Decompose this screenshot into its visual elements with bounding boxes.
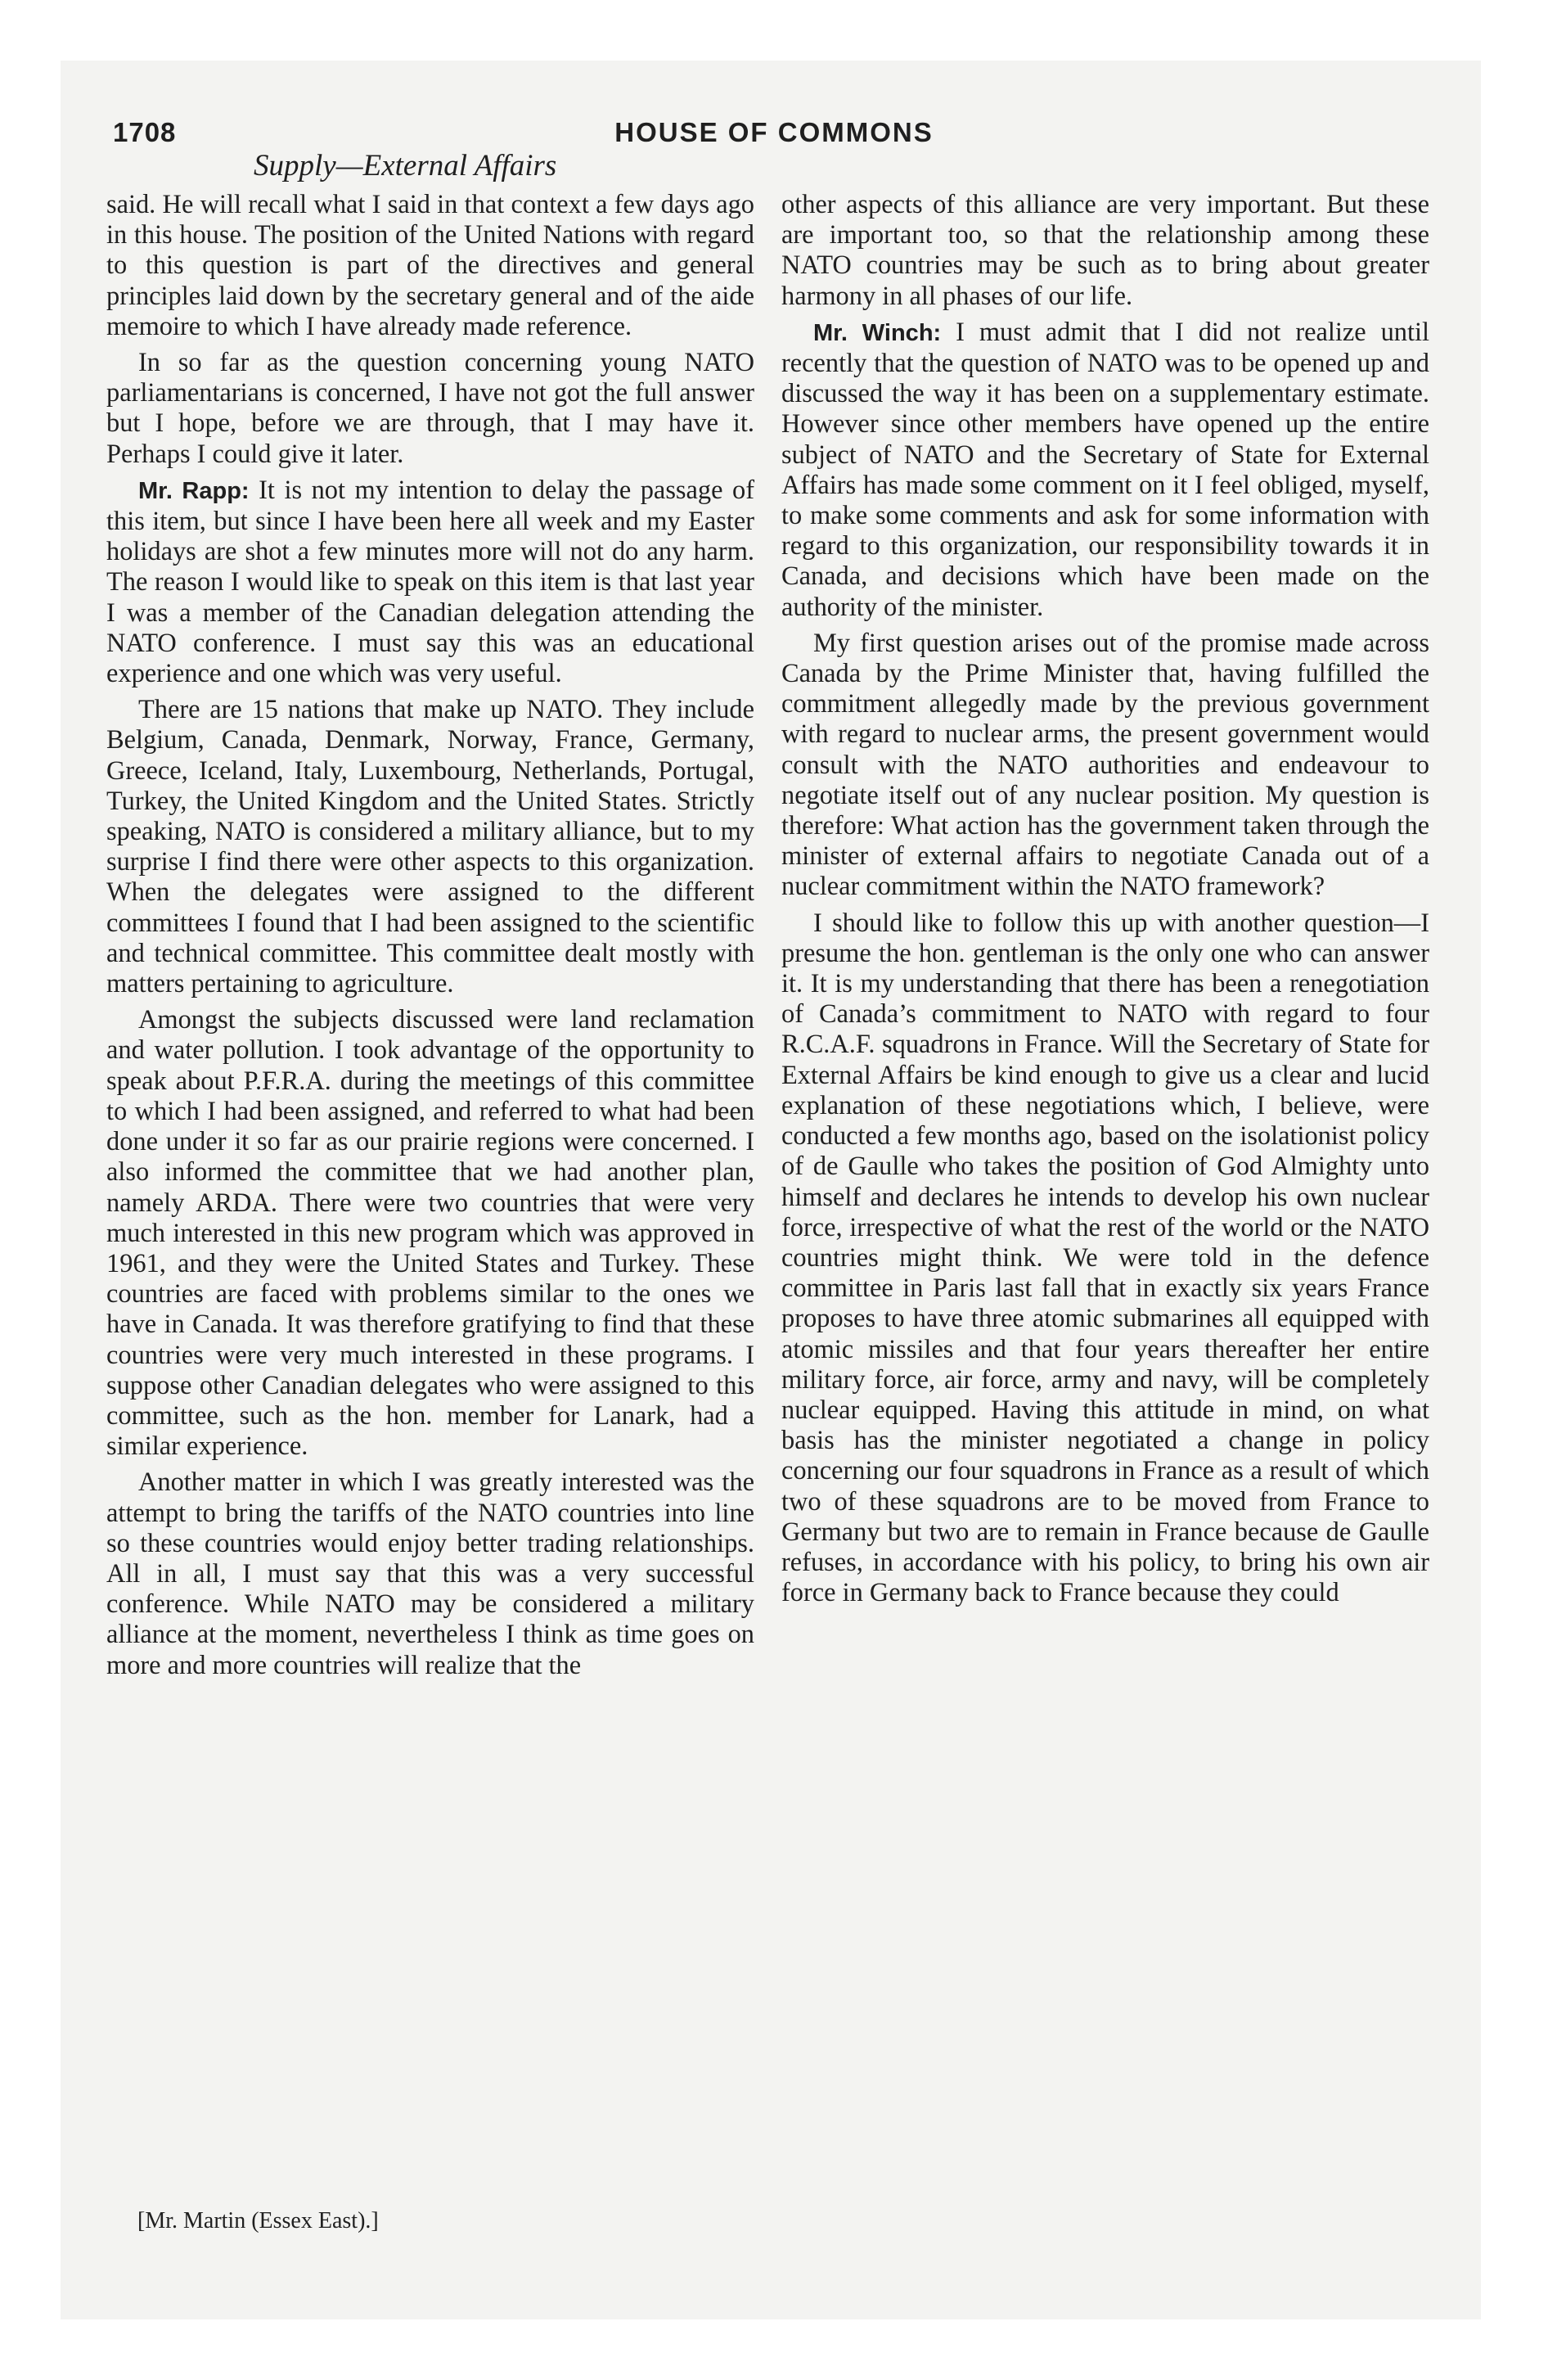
paragraph-text: There are 15 nations that make up NATO. They include Belgium, Canada, Denmark, Norway, France, Germany, Greece, Iceland, Italy, Luxembourg, Netherlands, Portugal, Turkey, the United Kingdom and the United States. Strictly speaking, NATO is considered a military alliance, but to my surprise I find there were other aspects to this organization. When the delegates were assigned to the different committees I found that I had been assigned to the scientific and technical committee. This committee dealt mostly with matters pertaining to agriculture. [106, 695, 754, 999]
paragraph [781, 629, 1429, 903]
paragraph-text: said. He will recall what I said in that context a few days ago in this house. The position of the United Nations with regard to this question is part of the directives and general principles laid down by the secretary general and of the aide memoire to which I have already made reference. [106, 190, 754, 341]
paragraph-text: My first question arises out of the promise made across Canada by the Prime Minister that, having fulfilled the commitment allegedly made by the previous government with regard to nuclear arms, the present government would consult with the NATO authorities and endeavour to negotiate itself out of any nuclear position. My question is therefore: What action has the government taken through the minister of external affairs to negotiate Canada out of a nuclear commitment within the NATO framework? [781, 628, 1429, 902]
paragraph-text: I must admit that I did not realize until recently that the question of NATO was to be opened up and discussed the way it has been on a supplementary estimate. However since other members have opened up the entire subject of NATO and the Secretary of State for External Affairs has made some comment on it I feel obliged, myself, to make some comments and ask for some information with regard to this organization, our responsibility towards it in Canada, and decisions which have been made on the authority of the minister. [781, 317, 1429, 622]
page-header-title: HOUSE OF COMMONS [614, 117, 934, 147]
paragraph-text: Amongst the subjects discussed were land reclamation and water pollution. I took advantage of the opportunity to speak about P.F.R.A. during the meetings of this committee to which I had been assigned, and referred to what had been done under it so far as our prairie regions were concerned. I also informed the committee that we had another plan, namely ARDA. There were two countries that were very much interested in this new program which was approved in 1961, and they were the United States and Turkey. These countries are faced with problems similar to the ones we have in Canada. It was therefore gratifying to find that these countries were very much interested in these programs. I suppose other Canadian delegates who were assigned to this committee, such as the hon. member for Lanark, had a similar experience. [106, 1005, 754, 1462]
paragraph [106, 348, 754, 470]
paragraph-text: It is not my intention to delay the passage of this item, but since I have been here all week and my Easter holidays are shot a few minutes more will not do any harm. The reason I would like to speak on this item is that last year I was a member of the Canadian delegation attending the NATO conference. I must say this was an educational experience and one which was very useful. [106, 475, 755, 689]
left-column [106, 190, 754, 1687]
speaker-name: Mr. Rapp: [138, 477, 250, 504]
paragraph [781, 908, 1429, 1609]
speaker-name: Mr. Winch: [813, 319, 942, 346]
speaker-footer: [Mr. Martin (Essex East).] [137, 2208, 379, 2234]
paragraph-text: I should like to follow this up with another question—I presume the hon. gentleman is the only one who can answer it. It is my understanding that there has been a renegotiation of Canada’s commitment to NATO with regard to four R.C.A.F. squadrons in France. Will the Secretary of State for External Affairs be kind enough to give us a clear and lucid explanation of these negotiations which, I believe, were conducted a few months ago, based on the isolationist policy of de Gaulle who takes the position of God Almighty unto himself and declares he intends to develop his own nuclear force, irrespective of what the rest of the world or the NATO countries might think. We were told in the defence committee in Paris last fall that in exactly six years France proposes to have three atomic submarines all equipped with atomic missiles and that four years thereafter her entire military force, air force, army and navy, will be completely nuclear equipped. Having this attitude in mind, on what basis has the minister negotiated a change in policy concerning our four squadrons in France as a result of which two of these squadrons are to be moved from France to Germany but two are to remain in France because de Gaulle refuses, in accordance with his policy, to bring his own air force in Germany back to France because they could [781, 908, 1429, 1608]
paragraph-text: Another matter in which I was greatly interested was the attempt to bring the tariffs of the NATO countries into line so these countries would enjoy better trading relationships. All in all, I must say that this was a very successful conference. While NATO may be considered a military alliance at the moment, nevertheless I think as time goes on more and more countries will realize that the [106, 1467, 754, 1680]
paragraph [106, 476, 754, 689]
paragraph-text: other aspects of this alliance are very important. But these are important too, so that the relationship among these NATO countries may be such as to bring about greater harmony in all phases of our life. [781, 190, 1429, 311]
page-number: 1708 [113, 117, 177, 147]
paragraph [781, 318, 1429, 623]
paragraph [106, 1005, 754, 1462]
paragraph [781, 190, 1429, 312]
section-subtitle: Supply—External Affairs [254, 149, 557, 183]
right-column [781, 190, 1429, 1614]
paragraph [106, 190, 754, 342]
paragraph [106, 1467, 754, 1680]
paragraph [106, 695, 754, 999]
paragraph-text: In so far as the question concerning young NATO parliamentarians is concerned, I have not got the full answer but I hope, before we are through, that I may have it. Perhaps I could give it later. [106, 348, 754, 469]
